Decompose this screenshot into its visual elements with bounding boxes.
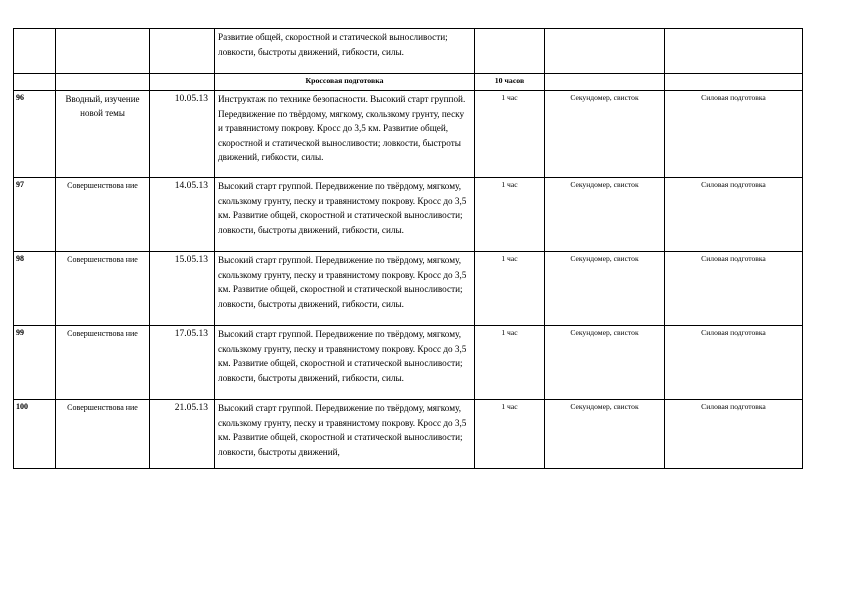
- lesson-type: Совершенствова ние: [56, 178, 150, 252]
- section-header-row: [14, 74, 803, 91]
- lesson-number: 98: [14, 252, 56, 326]
- lesson-description: Высокий старт группой. Передвижение по твёрдому, мягкому, скользкому грунту, песку и травянистому покрову. Кросс до 3,5 км. Развитие общей, скоростной и статической выносливости; ловкости, быстроты движений, гибкости, силы.: [215, 326, 475, 400]
- lesson-equipment: Секундомер, свисток: [545, 178, 665, 252]
- lesson-equipment: Секундомер, свисток: [545, 400, 665, 469]
- lesson-hours: 1 час: [475, 252, 545, 326]
- lesson-date: 10.05.13: [150, 91, 215, 178]
- goal-cell: [665, 29, 803, 74]
- lesson-number: 99: [14, 326, 56, 400]
- section-hours: 10 часов: [475, 74, 545, 91]
- lesson-date: 17.05.13: [150, 326, 215, 400]
- lesson-number: 96: [14, 91, 56, 178]
- lesson-hours: 1 час: [475, 178, 545, 252]
- lesson-hours: 1 час: [475, 91, 545, 178]
- lesson-description: Инструктаж по технике безопасности. Высокий старт группой. Передвижение по твёрдому, мягкому, скользкому грунту, песку и травянистому покрову. Кросс до 3,5 км. Развитие общей, скоростной и статической выносливости; ловкости, быстроты движений, гибкости, силы.: [215, 91, 475, 178]
- hours-cell: [475, 29, 545, 74]
- lesson-description: Высокий старт группой. Передвижение по твёрдому, мягкому, скользкому грунту, песку и травянистому покрову. Кросс до 3,5 км. Развитие общей, скоростной и статической выносливости; ловкости, быстроты движений, гибкости, силы.: [215, 252, 475, 326]
- lesson-date: 14.05.13: [150, 178, 215, 252]
- lesson-description: Высокий старт группой. Передвижение по твёрдому, мягкому, скользкому грунту, песку и травянистому покрову. Кросс до 3,5 км. Развитие общей, скоростной и статической выносливости; ловкости, быстроты движений, гибкости, силы.: [215, 178, 475, 252]
- lesson-description: Высокий старт группой. Передвижение по твёрдому, мягкому, скользкому грунту, песку и травянистому покрову. Кросс до 3,5 км. Развитие общей, скоростной и статической выносливости; ловкости, быстроты движений,: [215, 400, 475, 469]
- table-row: [14, 178, 803, 252]
- table-row: [14, 252, 803, 326]
- date-cell: [150, 29, 215, 74]
- type-cell: [56, 74, 150, 91]
- table-row: [14, 326, 803, 400]
- lesson-goal: Силовая подготовка: [665, 178, 803, 252]
- lesson-plan-table: [13, 28, 803, 469]
- lesson-type: Вводный, изучение новой темы: [56, 91, 150, 178]
- lesson-goal: Силовая подготовка: [665, 400, 803, 469]
- lesson-goal: Силовая подготовка: [665, 326, 803, 400]
- goal-cell: [665, 74, 803, 91]
- table-row: [14, 91, 803, 178]
- table-row: [14, 400, 803, 469]
- equipment-cell: [545, 74, 665, 91]
- num-cell: [14, 29, 56, 74]
- description-cell: Развитие общей, скоростной и статической выносливости; ловкости, быстроты движений, гибкости, силы.: [215, 29, 475, 74]
- equipment-cell: [545, 29, 665, 74]
- lesson-goal: Силовая подготовка: [665, 91, 803, 178]
- type-cell: [56, 29, 150, 74]
- lesson-number: 97: [14, 178, 56, 252]
- section-title: Кроссовая подготовка: [215, 74, 475, 91]
- lesson-date: 15.05.13: [150, 252, 215, 326]
- date-cell: [150, 74, 215, 91]
- continuation-row: [14, 29, 803, 74]
- lesson-type: Совершенствова ние: [56, 326, 150, 400]
- lesson-hours: 1 час: [475, 400, 545, 469]
- lesson-equipment: Секундомер, свисток: [545, 91, 665, 178]
- lesson-goal: Силовая подготовка: [665, 252, 803, 326]
- lesson-type: Совершенствова ние: [56, 400, 150, 469]
- lesson-date: 21.05.13: [150, 400, 215, 469]
- lesson-equipment: Секундомер, свисток: [545, 252, 665, 326]
- num-cell: [14, 74, 56, 91]
- lesson-hours: 1 час: [475, 326, 545, 400]
- lesson-equipment: Секундомер, свисток: [545, 326, 665, 400]
- lesson-number: 100: [14, 400, 56, 469]
- lesson-type: Совершенствова ние: [56, 252, 150, 326]
